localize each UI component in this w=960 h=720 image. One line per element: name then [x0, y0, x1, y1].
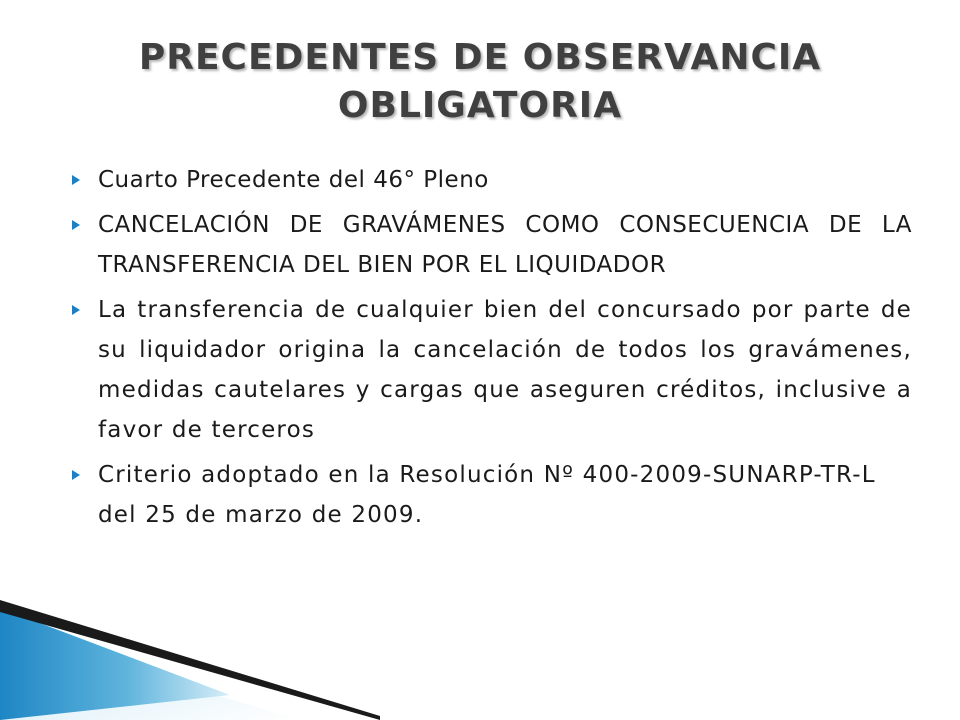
right-triangle-bullet-icon	[72, 175, 80, 185]
slide-title: PRECEDENTES DE OBSERVANCIA OBLIGATORIA	[138, 37, 822, 126]
right-triangle-bullet-icon	[72, 470, 80, 480]
decor-light-wedge	[0, 630, 300, 720]
bullet-item	[64, 160, 912, 200]
bullet-text: Cuarto Precedente del 46° Pleno	[98, 167, 489, 193]
decor-dark-stripe	[0, 600, 380, 720]
corner-decoration	[0, 590, 380, 720]
right-triangle-bullet-icon	[72, 305, 80, 315]
bullet-item	[64, 455, 912, 535]
bullet-text: La transferencia de cualquier bien del concursado por parte de su liquidador origina la cancelación de todos los gravámenes, medidas cautelares y cargas que aseguren créditos, inclusive a favor de terceros	[98, 297, 912, 443]
bullet-item	[64, 290, 912, 450]
decor-blue-band	[0, 608, 230, 720]
bullet-text: CANCELACIÓN DE GRAVÁMENES COMO CONSECUENCIA DE LA TRANSFERENCIA DEL BIEN POR EL LIQUIDADOR	[98, 212, 912, 278]
bullet-text: Criterio adoptado en la Resolución Nº 400-2009-SUNARP-TR-L del 25 de marzo de 2009.	[98, 462, 876, 528]
bullet-item	[64, 205, 912, 285]
right-triangle-bullet-icon	[72, 220, 80, 230]
bullet-list	[64, 160, 912, 540]
